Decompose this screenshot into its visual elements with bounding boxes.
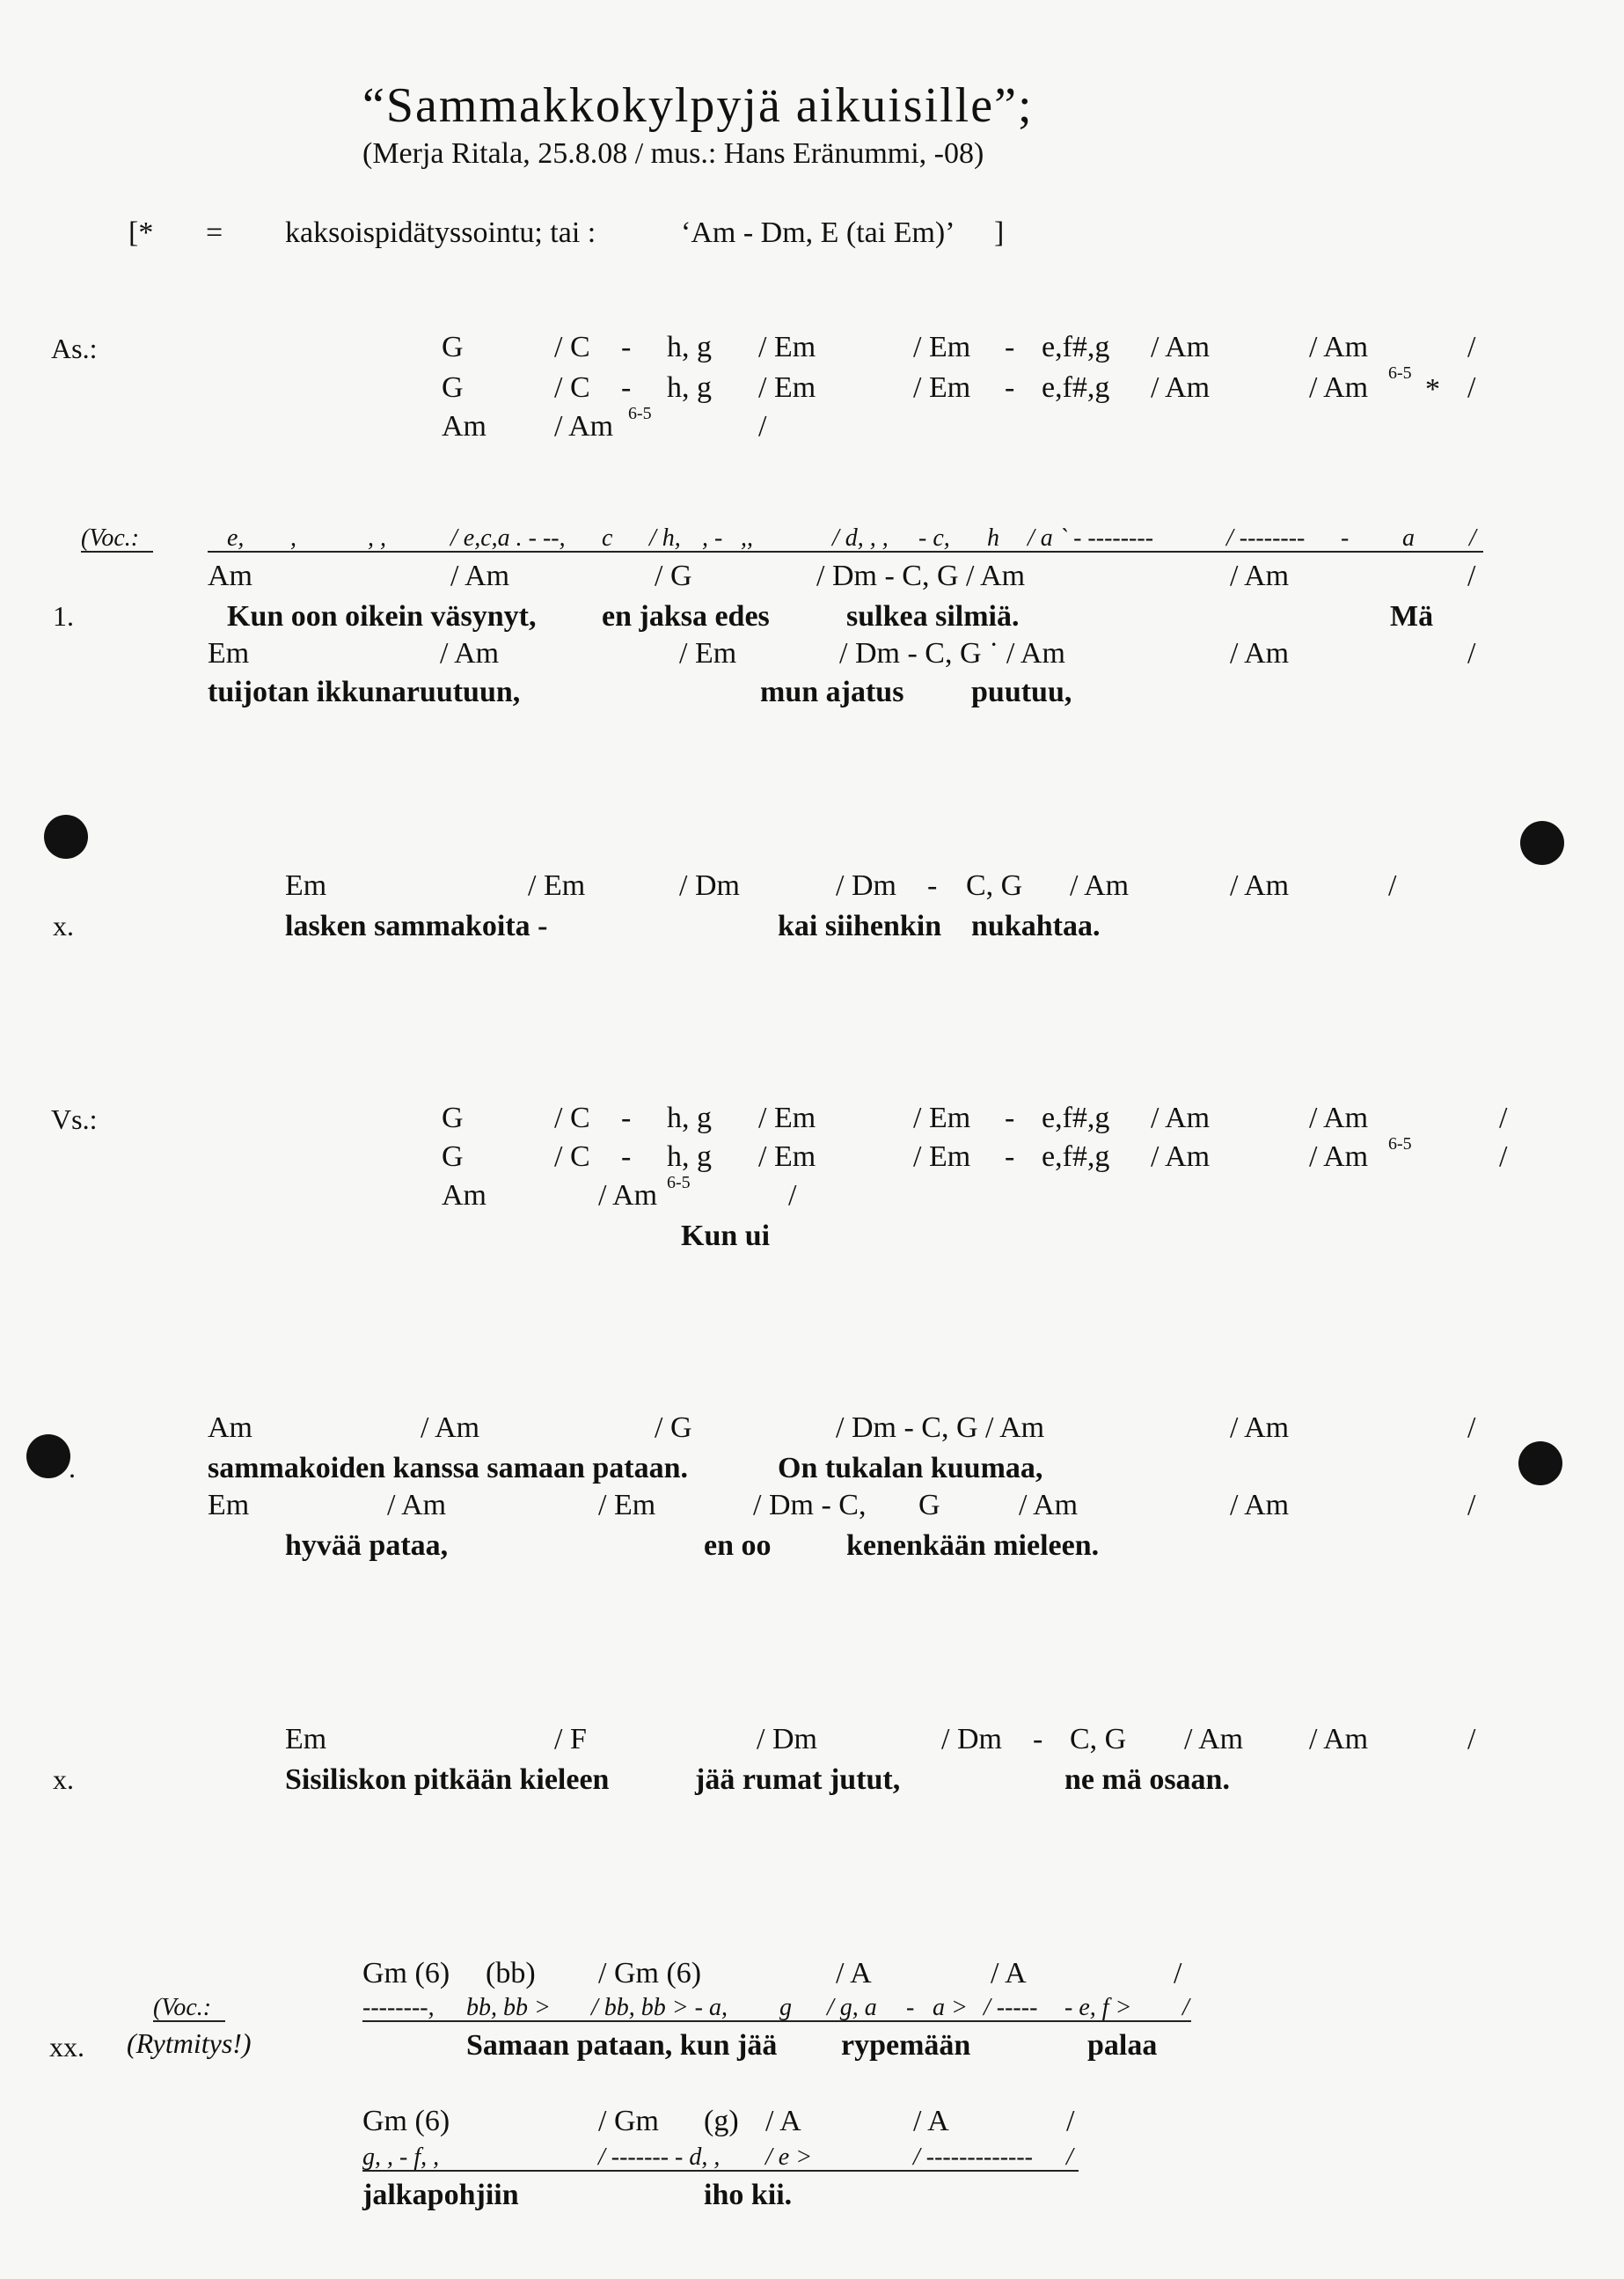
- vocal-note: h: [987, 524, 999, 552]
- chord: / Am: [1151, 331, 1211, 363]
- chord: / Dm: [679, 869, 740, 902]
- chord: Em: [208, 637, 250, 670]
- vocal-note: a: [1402, 524, 1415, 552]
- bridge-label: x.: [53, 1763, 74, 1795]
- vocal-note: ,,: [741, 524, 753, 552]
- chord: / Am: [1184, 1723, 1244, 1755]
- chord: / Am: [1151, 1102, 1211, 1134]
- chord: / C: [554, 1102, 590, 1134]
- lyric: rypemään: [841, 2029, 971, 2062]
- chord: -: [1005, 1140, 1015, 1173]
- chord: Am: [208, 1411, 252, 1444]
- chord-extension: 6-5: [628, 404, 652, 423]
- vocal-note: ,: [290, 524, 296, 552]
- lyric: kai siihenkin: [778, 910, 942, 942]
- lyric: sulkea silmiä.: [846, 600, 1020, 633]
- chord: (bb): [486, 1957, 536, 1990]
- chord: /: [1499, 1102, 1508, 1134]
- chord: / Dm - C, G / Am: [816, 560, 1026, 592]
- chord: / Am: [554, 410, 614, 443]
- punch-hole-right-upper: [1520, 821, 1564, 865]
- song-title: “Sammakkokylpyjä aikuisille”;: [362, 78, 1034, 133]
- chord: G: [918, 1489, 940, 1521]
- chord: / Am: [387, 1489, 447, 1521]
- chord: / G: [655, 560, 692, 592]
- lyric: mun ajatus: [760, 676, 904, 708]
- chord: / Em: [528, 869, 586, 902]
- chord: Em: [285, 1723, 327, 1755]
- lyric: iho kii.: [704, 2179, 793, 2211]
- chord: -: [1005, 331, 1015, 363]
- lyric: Sisiliskon pitkään kieleen: [285, 1763, 610, 1796]
- vocal-note: --------,: [362, 1994, 435, 2021]
- note-alternative: ‘Am - Dm, E (tai Em)’: [681, 216, 955, 249]
- chord: /: [788, 1179, 797, 1212]
- chord: / Am: [1230, 560, 1290, 592]
- chord: / Em: [679, 637, 737, 670]
- chord: / Gm (6): [598, 1957, 702, 1990]
- chord: Am: [208, 560, 252, 592]
- vocal-note: a >: [933, 1994, 968, 2021]
- lyric: jää rumat jutut,: [695, 1763, 901, 1796]
- chord: / Dm - C,: [753, 1489, 867, 1521]
- lyric: lasken sammakoita -: [285, 910, 548, 942]
- lyric: Samaan pataan, kun jää: [466, 2029, 778, 2062]
- chord: / Dm: [757, 1723, 817, 1755]
- lyric: Kun oon oikein väsynyt,: [227, 600, 537, 633]
- chord: e,f#,g: [1042, 371, 1110, 404]
- vocal-note: -: [1341, 524, 1350, 552]
- vocal-note: /: [1066, 2143, 1073, 2171]
- chord: -: [927, 869, 938, 902]
- chord: Gm (6): [362, 1957, 450, 1990]
- chord: / A: [991, 1957, 1027, 1990]
- vocal-line-underline: [208, 551, 1483, 553]
- chord: (g): [704, 2105, 739, 2137]
- chord: / Am: [1230, 1489, 1290, 1521]
- chord: Em: [285, 869, 327, 902]
- chord: / Am: [1070, 869, 1130, 902]
- chord: / Am: [1309, 1140, 1369, 1173]
- chord: / A: [765, 2105, 801, 2137]
- chord: /: [1467, 1723, 1476, 1755]
- vocal-note: - e, f >: [1064, 1994, 1132, 2021]
- chord: / Em: [598, 1489, 656, 1521]
- chord: Am: [442, 410, 486, 443]
- chord: h, g: [667, 371, 712, 404]
- chord: / G: [655, 1411, 692, 1444]
- chord: -: [621, 331, 632, 363]
- chord: / Am: [1309, 1723, 1369, 1755]
- chord: C, G: [1070, 1723, 1127, 1755]
- chord: / Am: [450, 560, 510, 592]
- punch-hole-left-upper: [44, 815, 88, 859]
- chord: /: [1467, 371, 1476, 404]
- punch-hole-left-lower: [26, 1434, 70, 1478]
- vocal-note: / -----: [984, 1994, 1038, 2021]
- chord: / Am: [1230, 869, 1290, 902]
- chord-extension: 6-5: [1388, 1134, 1412, 1154]
- note-open: [*: [128, 216, 154, 249]
- chord: h, g: [667, 1102, 712, 1134]
- chord: / C: [554, 1140, 590, 1173]
- chord: / C: [554, 371, 590, 404]
- vocal-line-underline: [362, 2170, 1079, 2172]
- rhythm-note: (Rytmitys!): [127, 2027, 252, 2059]
- chord: G: [442, 331, 464, 363]
- vocal-note: , -: [702, 524, 723, 552]
- vocal-note: /: [1182, 1994, 1189, 2021]
- intro-label: As.:: [51, 333, 98, 364]
- chord: /: [1467, 637, 1476, 670]
- chord: /: [1066, 2105, 1075, 2137]
- chord-extension: 6-5: [1388, 363, 1412, 383]
- chord: -: [621, 371, 632, 404]
- chord: / F: [554, 1723, 587, 1755]
- chord: / Am: [598, 1179, 658, 1212]
- chord: C, G: [966, 869, 1023, 902]
- vocal-note: g: [779, 1994, 792, 2021]
- lyric: en oo: [704, 1529, 772, 1562]
- vocal-note: / h,: [649, 524, 681, 552]
- chord: / Dm - C, G / Am: [836, 1411, 1045, 1444]
- chord: / Am: [1230, 637, 1290, 670]
- chord: / Am: [1309, 1102, 1369, 1134]
- lyric: On tukalan kuumaa,: [778, 1452, 1043, 1484]
- punch-hole-right-lower: [1518, 1441, 1562, 1485]
- chord: /: [758, 410, 767, 443]
- vocal-note: / e,c,a . - --,: [450, 524, 566, 552]
- vocal-note: / ------- - d, ,: [598, 2143, 721, 2171]
- chord: / Em: [758, 1140, 816, 1173]
- chord: / Am: [1151, 1140, 1211, 1173]
- interlude-label: Vs.:: [51, 1103, 98, 1135]
- vocal-note: bb, bb >: [466, 1994, 551, 2021]
- vocal-note: , ,: [368, 524, 386, 552]
- chord: Gm (6): [362, 2105, 450, 2137]
- chord: / Am: [1309, 331, 1369, 363]
- vocal-note: / -------------: [913, 2143, 1033, 2171]
- lyric: ne mä osaan.: [1064, 1763, 1230, 1796]
- chord: / Em: [913, 1102, 971, 1134]
- chord: / Em: [758, 331, 816, 363]
- lyric: en jaksa edes: [602, 600, 770, 633]
- interlude-lyric: Kun ui: [681, 1220, 771, 1252]
- double-suspension-mark: *: [1425, 373, 1440, 406]
- chord: / Em: [758, 371, 816, 404]
- vocal-label: (Voc.:: [81, 524, 140, 552]
- vocal-note: g, , - f, ,: [362, 2143, 440, 2171]
- chord: / A: [836, 1957, 872, 1990]
- chord: / Dm: [836, 869, 896, 902]
- chord: / Am: [440, 637, 500, 670]
- chord: / Em: [913, 331, 971, 363]
- vocal-note: c: [602, 524, 613, 552]
- vocal-underline: [153, 2020, 225, 2022]
- lyric: kenenkään mieleen.: [846, 1529, 1100, 1562]
- lyric: jalkapohjiin: [362, 2179, 519, 2211]
- vocal-label: (Voc.:: [153, 1994, 212, 2021]
- chord: /: [1174, 1957, 1182, 1990]
- vocal-note: e,: [227, 524, 245, 552]
- vocal-note: / a ` - --------: [1028, 524, 1154, 552]
- coda-label: xx.: [49, 2031, 84, 2063]
- vocal-note: / g, a: [827, 1994, 877, 2021]
- chord: Am: [442, 1179, 486, 1212]
- lyric: sammakoiden kanssa samaan pataan.: [208, 1452, 689, 1484]
- chord: /: [1499, 1140, 1508, 1173]
- chord: /: [1467, 1411, 1476, 1444]
- lyric: Mä: [1390, 600, 1434, 633]
- chord: Em: [208, 1489, 250, 1521]
- vocal-note: -: [906, 1994, 915, 2021]
- chord: G: [442, 1102, 464, 1134]
- lyric: puutuu,: [971, 676, 1072, 708]
- chord: / Am: [1230, 1411, 1290, 1444]
- chord: h, g: [667, 1140, 712, 1173]
- chord: /: [1388, 869, 1397, 902]
- chord: -: [621, 1140, 632, 1173]
- vocal-note: - c,: [918, 524, 950, 552]
- chord: /: [1467, 1489, 1476, 1521]
- vocal-line-underline: [362, 2020, 1191, 2022]
- chord: / Dm: [941, 1723, 1002, 1755]
- chord: h, g: [667, 331, 712, 363]
- lyric: hyvää pataa,: [285, 1529, 449, 1562]
- vocal-note: /: [1469, 524, 1476, 552]
- note-description: kaksoispidätyssointu; tai :: [285, 216, 596, 249]
- chord: -: [1033, 1723, 1043, 1755]
- vocal-note: / d, , ,: [832, 524, 889, 552]
- note-equals: =: [206, 216, 223, 249]
- chord: / Am: [421, 1411, 480, 1444]
- chord: /: [1467, 331, 1476, 363]
- bridge-label: x.: [53, 910, 74, 942]
- chord: / Em: [758, 1102, 816, 1134]
- chord: / A: [913, 2105, 949, 2137]
- chord: / Dm - C, G ˙ / Am: [839, 637, 1065, 670]
- chord: e,f#,g: [1042, 331, 1110, 363]
- chord: -: [621, 1102, 632, 1134]
- chord: / Em: [913, 1140, 971, 1173]
- chord: / Am: [1309, 371, 1369, 404]
- chord-extension: 6-5: [667, 1173, 691, 1192]
- vocal-underline: [81, 551, 153, 553]
- chord: G: [442, 371, 464, 404]
- chord: G: [442, 1140, 464, 1173]
- vocal-note: / bb, bb > - a,: [591, 1994, 728, 2021]
- verse-number: .: [69, 1452, 76, 1484]
- lyric: nukahtaa.: [971, 910, 1101, 942]
- chord: /: [1467, 560, 1476, 592]
- song-credits: (Merja Ritala, 25.8.08 / mus.: Hans Eränummi, -08): [362, 137, 984, 170]
- vocal-note: / --------: [1226, 524, 1306, 552]
- chord: / Em: [913, 371, 971, 404]
- chord: -: [1005, 371, 1015, 404]
- lyric: tuijotan ikkunaruutuun,: [208, 676, 521, 708]
- chord: / C: [554, 331, 590, 363]
- chord: / Gm: [598, 2105, 659, 2137]
- chord: / Am: [1019, 1489, 1079, 1521]
- chord: -: [1005, 1102, 1015, 1134]
- note-close: ]: [994, 216, 1005, 249]
- chord: e,f#,g: [1042, 1102, 1110, 1134]
- verse-number: 1.: [53, 600, 74, 632]
- chord: e,f#,g: [1042, 1140, 1110, 1173]
- vocal-note: / e >: [765, 2143, 813, 2171]
- lyric: palaa: [1087, 2029, 1158, 2062]
- chord: / Am: [1151, 371, 1211, 404]
